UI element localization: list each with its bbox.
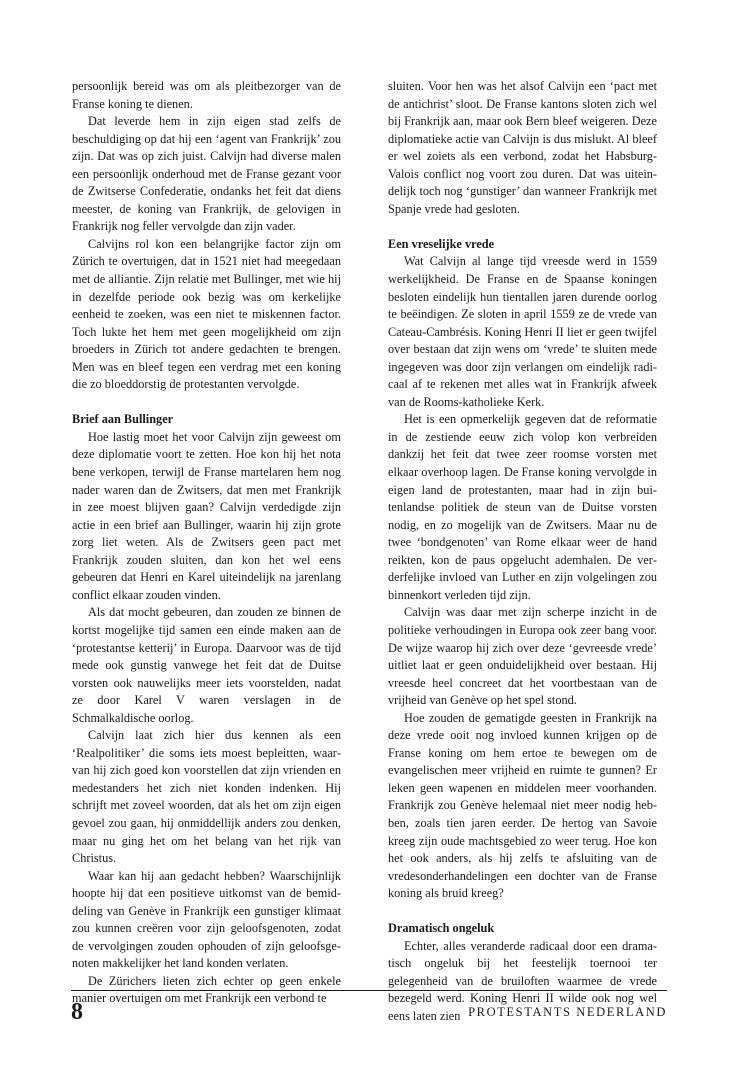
page-number: 8 [71,999,83,1025]
paragraph: Hoe zouden de gematigde geesten in Frankrijk na deze vrede ooit nog invloed kunnen krijgen op de Franse koning om hem ertoe te bewegen om de evangelischen meer vrijheid en ruimte te gunnen? Er leken geen wapenen en middelen meer voorhanden. Frankrijk zou Genève helemaal niet meer nodig hebben, zoals tien jaren eerder. De hertog van Savoie kreeg zijn oude machtsgebied zo weer terug. Hoe kon het ook anders, als hij zelfs te afsluiting van de vredesonderhandelingen een dochter van de Franse koning als bruid kreeg? [388,710,657,901]
paragraph: Waar kan hij aan gedacht hebben? Waarschijnlijk hoopte hij dat een positieve uitkomst van de bemiddeling van Genève in Frankrijk een gunstiger klimaat zou kunnen creëren voor zijn geloofsgenoten, zodat de vervolgingen zouden ophouden of zijn geloofsgenoten makkelijker het land konden verlaten. [72,868,341,971]
footer-rule [71,990,667,991]
paragraph: Dat leverde hem in zijn eigen stad zelfs de beschuldiging op dat hij een ‘agent van Frankrijk’ zou zijn. Dat was op zich juist. Calvijn had diverse malen een persoonlijk onderhoud met de Franse gezant voor de Zwitserse Confederatie, ondanks het feit dat diens meester, de koning van Frankrijk, de gelovigen in Frankrijk nog feller vervolgde dan zijn vader. [72,114,341,234]
left-column [72,78,341,1008]
section-gap [72,394,341,412]
section-heading-een-vreselijke-vrede: Een vreselijke vrede [388,236,495,251]
paragraph: Als dat mocht gebeuren, dan zouden ze binnen de kortst mogelijke tijd samen een einde maken aan de ‘protestantse ketterij’ in Europa. Daarvoor was de tijd mede ook gunstig vanwege het feit dat de Duitse vorsten ook nauwelijks meer iets voorstelden, nadat ze door Karel V waren verslagen in de Schmalkaldische oorlog. [72,605,341,725]
paragraph: Wat Calvijn al lange tijd vreesde werd in 1559 werkelijkheid. De Franse en de Spaanse koningen besloten eindelijk hun tientallen jaren durende oorlog te beëindigen. Ze sloten in april 1559 ze de vrede van Cateau-Cambrésis. Koning Henri II liet er geen twijfel over bestaan dat zijn wens om ‘vrede’ te sluiten mede ingegeven was door zijn verlangen om eindelijk radicaal af te rekenen met alles wat in Frankrijk afweek van de Rooms-katholieke Kerk. [388,254,657,409]
paragraph: De Zürichers lieten zich echter op geen enkele manier overtuigen om met Frankrijk een verbond te [72,973,341,1006]
section-gap [388,218,657,236]
section-heading-dramatisch-ongeluk: Dramatisch ongeluk [388,921,495,936]
paragraph: sluiten. Voor hen was het alsof Calvijn een ‘pact met de antichrist’ sloot. De Franse kantons sloten zich wel bij Frankrijk aan, maar ook Bern bleef weigeren. Deze diplomatieke actie van Calvijn is dus mislukt. Al bleef er wel zoiets als een verbond, zodat het Habsburg-Valois conflict nog voort zou duren. Dat was uiteindelijk toch nog ‘gunstiger’ dan wanneer Frankrijk met Spanje vrede had gesloten. [388,79,657,216]
section-heading-brief-aan-bullinger: Brief aan Bullinger [72,412,174,427]
paragraph: Hoe lastig moet het voor Calvijn zijn geweest om deze diplomatie voort te zetten. Hoe kon hij het nota bene verkopen, terwijl de Franse martelaren hem nog nader waren dan de Zwitsers, dat men met Frankrijk in zee moest blijven gaan? Calvijn verdedigde zijn actie in een brief aan Bullinger, waarin hij zijn grote zorg liet weten. Als de Zwitsers geen pact met Frankrijk zouden sluiten, dan kon het wel eens gebeuren dat Henri en Karel uiteindelijk na jarenlang conflict elkaar zouden vinden. [72,429,341,602]
paragraph: Echter, alles veranderde radicaal door een dramatisch ongeluk bij het feestelijk toernooi ter gelegenheid van de bruiloften waarmee de vrede bezegeld werd. Koning Henri II wilde ook nog wel eens laten zien [388,938,657,1023]
paragraph: Calvijn laat zich hier dus kennen als een ‘Realpolitiker’ die soms iets moest bepleitten, waarvan hij zich goed kon voorstellen dat zijn vrienden en medestanders het zich niet konden indenken. Hij schrijft met zoveel woorden, dat als het om zijn eigen gevoel zou gaan, hij onmiddellijk anders zou denken, maar nu ging het om het belang van het rijk van Christus. [72,728,341,866]
section-gap [388,903,657,921]
paragraph: Het is een opmerkelijk gegeven dat de reformatie in de zestiende eeuw zich volop kon verbreiden dankzij het feit dat twee zeer roomse vorsten met elkaar overhoop lagen. De Franse koning vervolgde in eigen land de protestanten, maar had in zijn buitenlandse politiek de steun van de Duitse vorsten nodig, en zo mogelijk van de Zwitsers. Maar nu de twee ‘bondgenoten’ van Rome elkaar weer de hand reikten, kon de paus opgelucht ademhalen. De verderfelijke invloed van Luther en zijn volgelingen zou binnenkort verleden tijd zijn. [388,412,657,602]
right-column [388,78,657,1026]
paragraph: Calvijn was daar met zijn scherpe inzicht in de politieke verhoudingen in Europa ook zeer bang voor. De wijze waarop hij zich over deze ‘gevreesde vrede’ uitliet laat er geen onduidelijkheid over bestaan. Hij vreesde heel concreet dat het voortbestaan van de vrijheid van Genève op het spel stond. [388,605,657,708]
magazine-name: PROTESTANTS NEDERLAND [468,1005,667,1019]
paragraph: Calvijns rol kon een belangrijke factor zijn om Zürich te overtuigen, dat in 1521 niet had meegedaan met de alliantie. Zijn relatie met Bullinger, met wie hij in dezelfde periode ook bezig was om kerkelijke eenheid te zoeken, was een niet te miskennen factor. Toch lukte het hem met geen mogelijkheid om zijn broeders in Zürich tot andere gedachten te brengen. Men was en bleef tegen een verdrag met een koning die zo bloeddorstig de protestanten vervolgde. [72,236,341,392]
paragraph: persoonlijk bereid was om als pleitbezorger van de Franse koning te dienen. [72,79,341,111]
